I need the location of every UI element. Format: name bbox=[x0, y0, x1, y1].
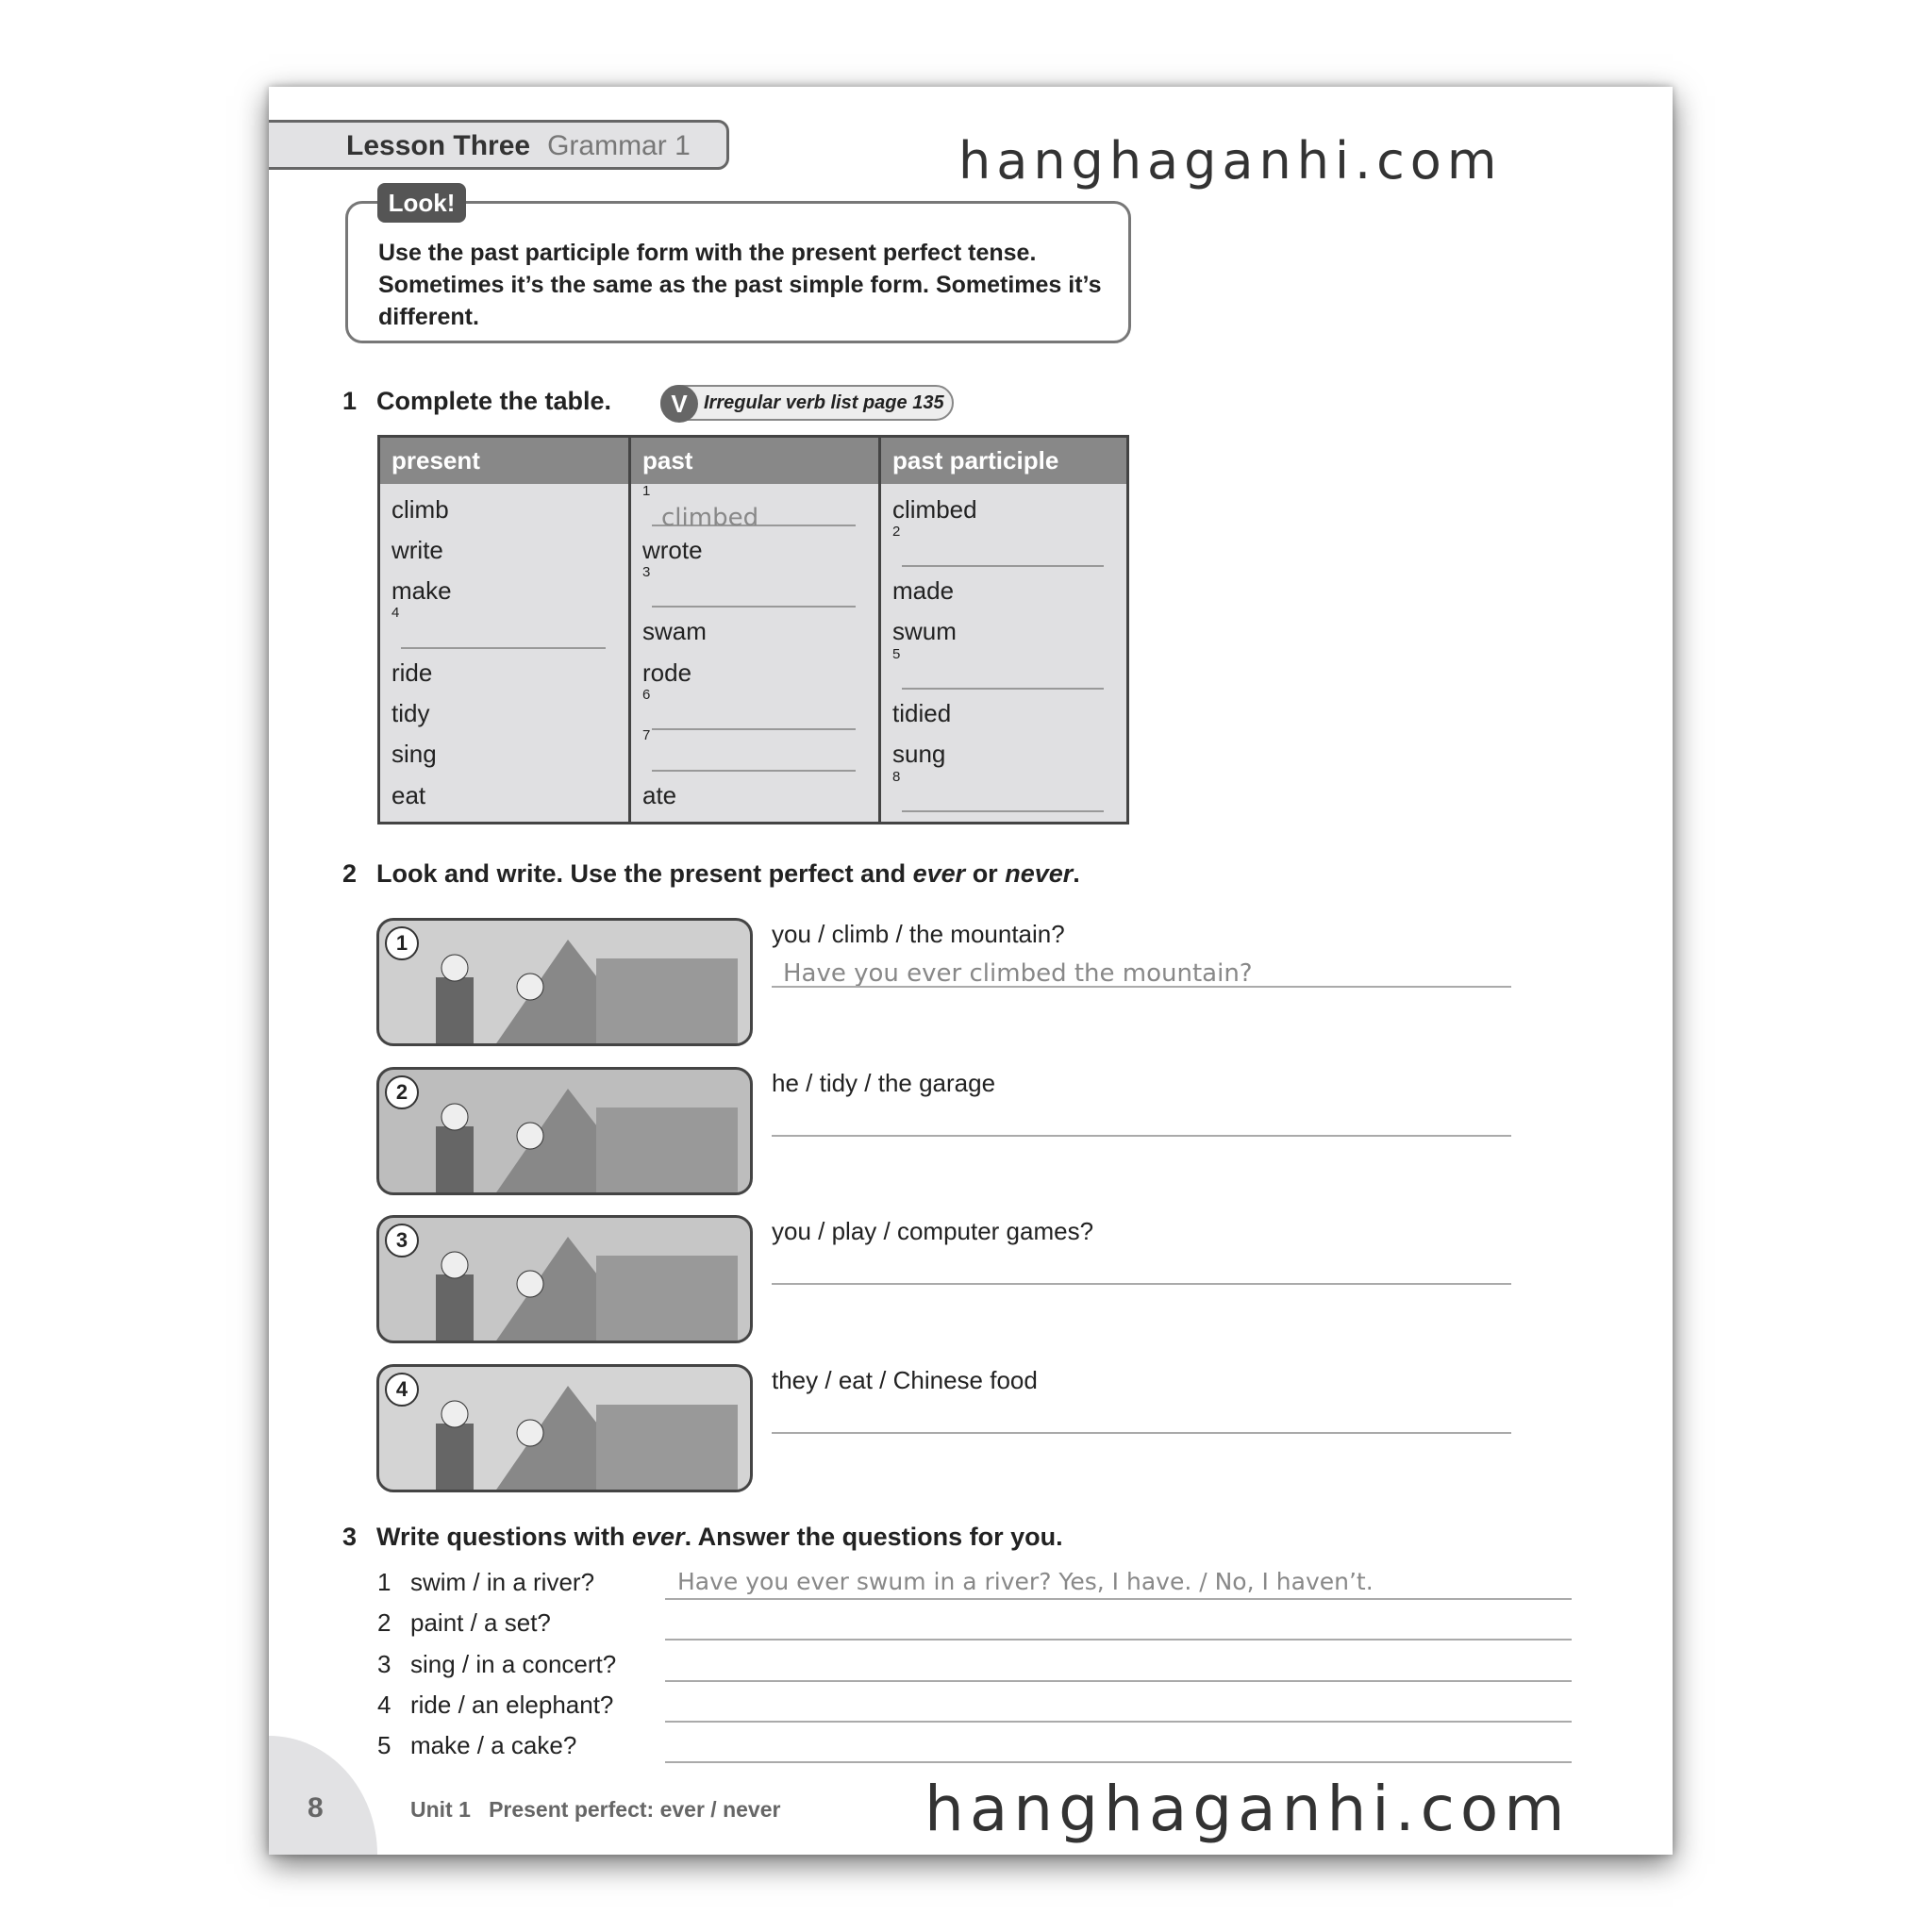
table-cell[interactable] bbox=[892, 768, 1115, 816]
blank-number: 7 bbox=[642, 727, 651, 744]
illustration-drawing bbox=[379, 1367, 753, 1492]
col-past: past bbox=[630, 437, 880, 484]
ex-number: 3 bbox=[342, 1523, 358, 1551]
ex1-heading bbox=[342, 387, 611, 416]
v-icon: V bbox=[660, 385, 698, 423]
illustration-drawing bbox=[379, 1218, 753, 1343]
table-cell bbox=[391, 653, 617, 693]
illustration-drawing bbox=[379, 1070, 753, 1195]
answer-text: Have you ever swum in a river? Yes, I have. / No, I haven’t. bbox=[677, 1568, 1374, 1595]
footer-unit bbox=[410, 1797, 780, 1823]
ex2-title: Look and write. Use the present perfect and bbox=[376, 859, 913, 888]
answer-line[interactable] bbox=[772, 1432, 1511, 1434]
question-number: 4 bbox=[377, 1690, 391, 1719]
topic-label: Present perfect: ever / never bbox=[489, 1797, 781, 1822]
blank-number: 6 bbox=[642, 686, 651, 703]
blank-number: 8 bbox=[892, 768, 901, 785]
table-cell[interactable] bbox=[391, 605, 617, 652]
table-cell bbox=[642, 530, 867, 571]
illustration-1 bbox=[376, 918, 753, 1046]
illustration-2 bbox=[376, 1067, 753, 1195]
table-cell bbox=[892, 734, 1115, 774]
cell-text: climbed bbox=[661, 503, 759, 532]
ever-word: ever bbox=[632, 1523, 685, 1551]
verb-list-label: Irregular verb list page 135 bbox=[704, 392, 944, 413]
cell-text: make bbox=[391, 576, 452, 606]
answer-line[interactable] bbox=[665, 1721, 1572, 1723]
answer-blank[interactable] bbox=[902, 565, 1104, 567]
answer-line[interactable] bbox=[772, 1135, 1511, 1137]
cell-text: write bbox=[391, 535, 443, 564]
lesson-title: Lesson Three bbox=[346, 130, 531, 161]
col-present: present bbox=[379, 437, 630, 484]
answer-line[interactable] bbox=[665, 1761, 1572, 1763]
cell-text: tidy bbox=[391, 698, 430, 727]
cell-text: rode bbox=[642, 658, 692, 687]
answer-blank[interactable] bbox=[652, 606, 856, 608]
answer-blank[interactable] bbox=[902, 688, 1104, 690]
lesson-tab bbox=[269, 120, 729, 170]
table-cell bbox=[892, 490, 1115, 530]
cell-text: swam bbox=[642, 617, 707, 646]
ex3-heading bbox=[342, 1523, 1063, 1552]
never-word: never bbox=[1005, 859, 1074, 888]
illustration-drawing bbox=[379, 921, 753, 1046]
ex1-title: Complete the table. bbox=[376, 387, 612, 415]
or-word: or bbox=[965, 859, 1006, 888]
table-cell[interactable] bbox=[642, 686, 867, 734]
table-cell bbox=[642, 775, 867, 816]
question-number: 2 bbox=[377, 1608, 391, 1638]
cell-text: sung bbox=[892, 740, 946, 769]
ex3-title: Write questions with bbox=[376, 1523, 633, 1551]
table-cell bbox=[892, 611, 1115, 652]
blank-number: 3 bbox=[642, 564, 651, 581]
question-number: 5 bbox=[377, 1731, 391, 1760]
question-prompt: ride / an elephant? bbox=[410, 1690, 614, 1719]
look-badge: Look! bbox=[377, 183, 466, 223]
cell-text: tidied bbox=[892, 698, 952, 727]
illustration-4 bbox=[376, 1364, 753, 1492]
col-past-participle: past participle bbox=[880, 437, 1128, 484]
ex-number: 1 bbox=[342, 387, 358, 415]
item-number: 4 bbox=[385, 1373, 419, 1407]
page-number: 8 bbox=[308, 1792, 324, 1824]
watermark-top: hanghaganhi.com bbox=[958, 131, 1503, 191]
blank-number: 5 bbox=[892, 645, 901, 662]
ex-number: 2 bbox=[342, 859, 358, 888]
cell-text: ride bbox=[391, 658, 433, 687]
table-cell[interactable] bbox=[642, 727, 867, 774]
cell-text: eat bbox=[391, 780, 426, 809]
cell-text: wrote bbox=[642, 535, 703, 564]
ever-word: ever bbox=[912, 859, 966, 888]
prompt-text: he / tidy / the garage bbox=[772, 1068, 996, 1097]
question-number: 1 bbox=[377, 1568, 391, 1596]
question-prompt: sing / in a concert? bbox=[410, 1649, 617, 1678]
cell-text: made bbox=[892, 576, 955, 606]
table-cell bbox=[892, 571, 1115, 611]
blank-number: 4 bbox=[391, 605, 400, 622]
cell-text: sing bbox=[391, 740, 437, 769]
table-cell bbox=[391, 490, 617, 530]
table-cell[interactable] bbox=[892, 523, 1115, 571]
item-number: 1 bbox=[385, 926, 419, 960]
cell-text: ate bbox=[642, 780, 677, 809]
prompt-text: you / play / computer games? bbox=[772, 1217, 1094, 1245]
section-title: Grammar 1 bbox=[547, 130, 691, 161]
item-number: 2 bbox=[385, 1075, 419, 1109]
blank-number: 2 bbox=[892, 523, 901, 540]
table-cell bbox=[642, 611, 867, 652]
answer-line[interactable] bbox=[665, 1680, 1572, 1682]
table-cell bbox=[391, 734, 617, 774]
verb-list-badge[interactable] bbox=[660, 385, 954, 421]
answer-blank[interactable] bbox=[401, 647, 606, 649]
cell-text: climbed bbox=[892, 494, 977, 524]
question-prompt: swim / in a river? bbox=[410, 1568, 595, 1596]
question-prompt: make / a cake? bbox=[410, 1731, 577, 1760]
answer-blank[interactable] bbox=[652, 770, 856, 772]
table-cell bbox=[892, 693, 1115, 734]
table-cell[interactable] bbox=[642, 482, 867, 532]
cell-text: swum bbox=[892, 617, 957, 646]
table-cell bbox=[391, 693, 617, 734]
prompt-text: they / eat / Chinese food bbox=[772, 1365, 1038, 1394]
prompt-text: you / climb / the mountain? bbox=[772, 920, 1065, 948]
table-cell bbox=[391, 571, 617, 611]
table-cell bbox=[642, 653, 867, 693]
question-number: 3 bbox=[377, 1649, 391, 1678]
verb-table bbox=[377, 435, 1129, 824]
illustration-3 bbox=[376, 1215, 753, 1343]
cell-text: climb bbox=[391, 494, 449, 524]
answer-blank[interactable] bbox=[902, 810, 1104, 812]
answer-line[interactable] bbox=[772, 1283, 1511, 1285]
answer-text: Have you ever climbed the mountain? bbox=[783, 959, 1253, 988]
ex2-heading bbox=[342, 859, 1080, 889]
unit-label: Unit 1 bbox=[410, 1797, 471, 1822]
table-cell[interactable] bbox=[642, 564, 867, 611]
answer-blank[interactable] bbox=[652, 728, 856, 730]
table-cell[interactable] bbox=[892, 645, 1115, 693]
answer-line[interactable] bbox=[665, 1639, 1572, 1641]
table-cell bbox=[391, 775, 617, 816]
watermark-bottom: hanghaganhi.com bbox=[924, 1773, 1571, 1845]
answer-line[interactable] bbox=[772, 986, 1511, 988]
blank-number: 1 bbox=[642, 482, 651, 499]
table-cell bbox=[391, 530, 617, 571]
look-text: Use the past participle form with the present perfect tense. Sometimes it’s the same as the past simple form. Sometimes it’s different. bbox=[378, 240, 1102, 330]
item-number: 3 bbox=[385, 1224, 419, 1257]
question-prompt: paint / a set? bbox=[410, 1608, 551, 1638]
period: . bbox=[1073, 859, 1080, 888]
answer-line[interactable] bbox=[665, 1598, 1572, 1600]
ex3-title-end: . Answer the questions for you. bbox=[684, 1523, 1063, 1551]
look-box bbox=[345, 201, 1131, 343]
